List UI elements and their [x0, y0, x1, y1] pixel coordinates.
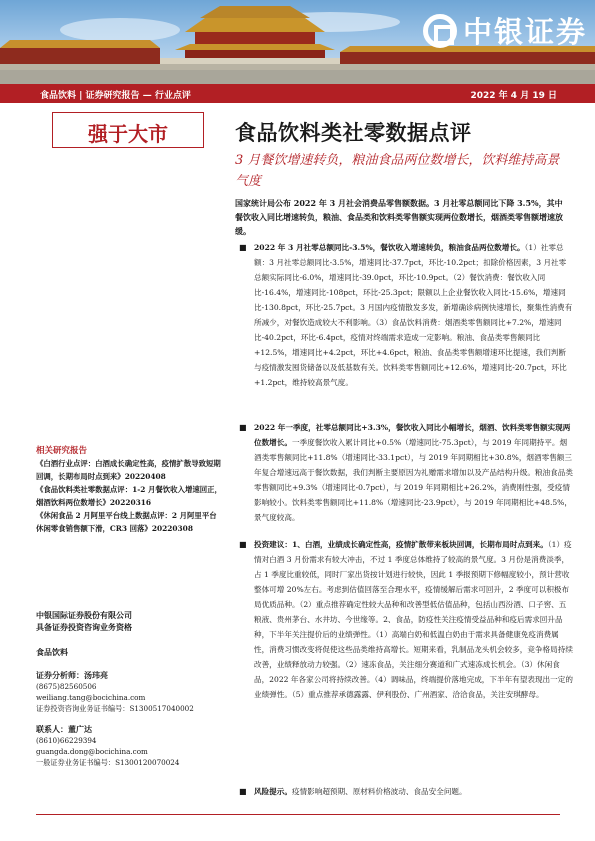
industry-rating: 强于大市	[88, 122, 168, 146]
related-report-link[interactable]: 《休闲食品 2 月阿里平台线上数据点评：2 月阿里平台休闲零食销售额下滑，CR3 回落》20220308	[36, 511, 217, 533]
brand-logo	[423, 10, 587, 51]
paragraph-4	[240, 784, 573, 799]
paragraph-body: 疫情影响超预期、原材料价格波动、食品安全问题。	[291, 787, 467, 796]
paragraph-lead: 2022 年 3 月社零总额同比-3.5%，餐饮收入增速转负，粮油食品两位数增长。	[254, 243, 525, 252]
contact-name: 联系人：董广达	[36, 724, 92, 734]
company-name: 中银国际证券股份有限公司	[36, 610, 132, 620]
related-reports-list	[36, 458, 222, 536]
report-summary: 国家统计局公布 2022 年 3 月社会消费品零售额数据。3 月社零总额同比下降 3.5%，其中餐饮收入同比增速转负，粮油、食品类和饮料类零售额实现两位数增长，烟酒类零售额增速放缓。	[235, 198, 563, 236]
paragraph-body: 一季度餐饮收入累计同比+0.5%（增速同比-75.3pct），与 2019 年同期持平。烟酒类零售额同比+11.8%（增速同比-33.1pct），与 2019 年同期相比+30.8%，烟酒零售额三年复合增速远高于餐饮数据，我们判断主要原因为礼赠需求增加以及产品结构升级。粮油食品类零售额同比+9.3%（增速同比-0.7pct），与 2019 年同期相比+26.2%，消费刚性强，受疫情影响较小。饮料类零售额同比+11.8%（增速同比-23.9pct），与 2019 年同期相比+48.5%，景气度较高。	[254, 438, 573, 522]
report-title: 食品饮料类社零数据点评	[235, 120, 472, 145]
paragraph-3	[240, 537, 573, 702]
bullet-icon: ■	[239, 423, 247, 432]
analyst-name: 证券分析师：汤玮亮	[36, 670, 108, 680]
paragraph-1	[240, 240, 573, 390]
report-category: 食品饮料 | 证券研究报告 — 行业点评	[40, 91, 191, 101]
footer-divider	[36, 814, 560, 815]
bank-of-china-logo-icon	[423, 14, 457, 48]
brand-name: 中银证券	[462, 15, 587, 49]
contact-email[interactable]: guangda.dong@bocichina.com	[36, 747, 148, 756]
contact-license: 一般证券业务证书编号：S1300120070024	[36, 758, 180, 767]
company-info	[36, 610, 132, 633]
header-banner	[0, 0, 595, 84]
rating-box	[52, 112, 204, 148]
related-reports-title: 相关研究报告	[36, 446, 88, 456]
paragraph-body: （1）疫情对白酒 3 月份需求有较大冲击，不过 1 季度总体维持了较高的景气度。3 月份是消费淡季，占 1 季度比重较低，同时厂家出货按计划进行较快，因此 1 季报预期下修幅度较小，预计营收整体可增 20%左右。考虑到估值回落至合理水平，疫情缓解后需求可回升，2 季度可以积极布局优质品种。（2）重点推荐确定性较大品种和改善型低估值品种，包括山西汾酒、口子窖、五粮液、贵州茅台、水井坊、今世缘等。2、食品，防疫性关注疫情受益品种和疫后需求回升品种，下半年关注提价后的业绩弹性。（1）高端白奶和低温白奶由于需求具备健康免疫消费属性，消费习惯改变将促使这些品类维持高增长。短期来看，乳制品龙头机会较多，竞争格局持续改善，业绩释放动力较强。（2）速冻食品，关注细分赛道和广式速冻成长机会。（3）休闲食品，2022 年各家公司将持续改善。（4）调味品，终端提价落地完成，下半年有望表现出一定的业绩弹性。（5）重点推荐承德露露、伊利股份、广州酒家、洽洽食品，关注安琪酵母。	[254, 540, 573, 699]
sector-label: 食品饮料	[36, 647, 68, 657]
analyst-block	[36, 670, 194, 714]
bullet-icon: ■	[239, 540, 247, 549]
paragraph-lead: 风险提示。	[254, 787, 292, 796]
report-date: 2022 年 4 月 19 日	[470, 91, 557, 101]
company-qualification: 具备证券投资咨询业务资格	[36, 621, 132, 632]
category-bar	[0, 84, 595, 103]
contact-phone: (8610)66229394	[36, 736, 97, 745]
analyst-phone: (8675)82560506	[36, 682, 97, 691]
report-subtitle: 3 月餐饮增速转负，粮油食品两位数增长，饮料维持高景气度	[235, 153, 560, 189]
bullet-icon: ■	[239, 787, 247, 796]
bullet-icon: ■	[239, 243, 247, 252]
related-report-link[interactable]: 《白酒行业点评：白酒成长确定性高，疫情扩散导致短期回调，长期布局时点到来》20220408	[36, 459, 221, 481]
paragraph-lead: 2022 年一季度，社零总额同比+3.3%，餐饮收入同比小幅增长，烟酒、饮料类零售额实现两位数增长。	[254, 423, 571, 447]
paragraph-2	[240, 420, 573, 525]
analyst-email[interactable]: weiliang.tang@bocichina.com	[36, 693, 146, 702]
related-report-link[interactable]: 《食品饮料类社零数据点评：1-2 月餐饮收入增速回正，烟酒饮料两位数增长》20220316	[36, 485, 222, 507]
contact-block	[36, 724, 179, 768]
paragraph-lead: 投资建议：1、白酒，业绩成长确定性高，疫情扩散带来板块回调，长期布局时点到来。	[254, 540, 548, 549]
analyst-license: 证券投资咨询业务证书编号：S1300517040002	[36, 704, 194, 713]
paragraph-body: （1）社零总额：3 月社零总额同比-3.5%，增速同比-37.7pct，环比-10.2pct；扣除价格因素，3 月社零总额实际同比-6.0%，增速同比-39.0pct，环比-10.9pct。（2）餐饮消费：餐饮收入同比-16.4%，增速同比-108pct，环比-25.3pct；限额以上企业餐饮收入同比-15.6%，增速同比-130.8pct，环比-25.7pct。3 月国内疫情散发多发，新增确诊病例快速增长，聚集性消费有所减少，对餐饮造成较大不利影响。（3）食品饮料消费：烟酒类零售额同比+7.2%，增速同比-40.2pct，环比-6.4pct，疫情对终端需求造成一定影响。粮油、食品类零售额同比+12.5%，增速同比+4.2pct，环比+4.6pct，粮油、食品类零售额增速环比提速，我们判断与疫情激发囤货储备以及低基数有关。饮料类零售额同比+12.6%，增速同比-20.7pct，环比+1.2pct，维持较高景气度。	[254, 243, 573, 387]
